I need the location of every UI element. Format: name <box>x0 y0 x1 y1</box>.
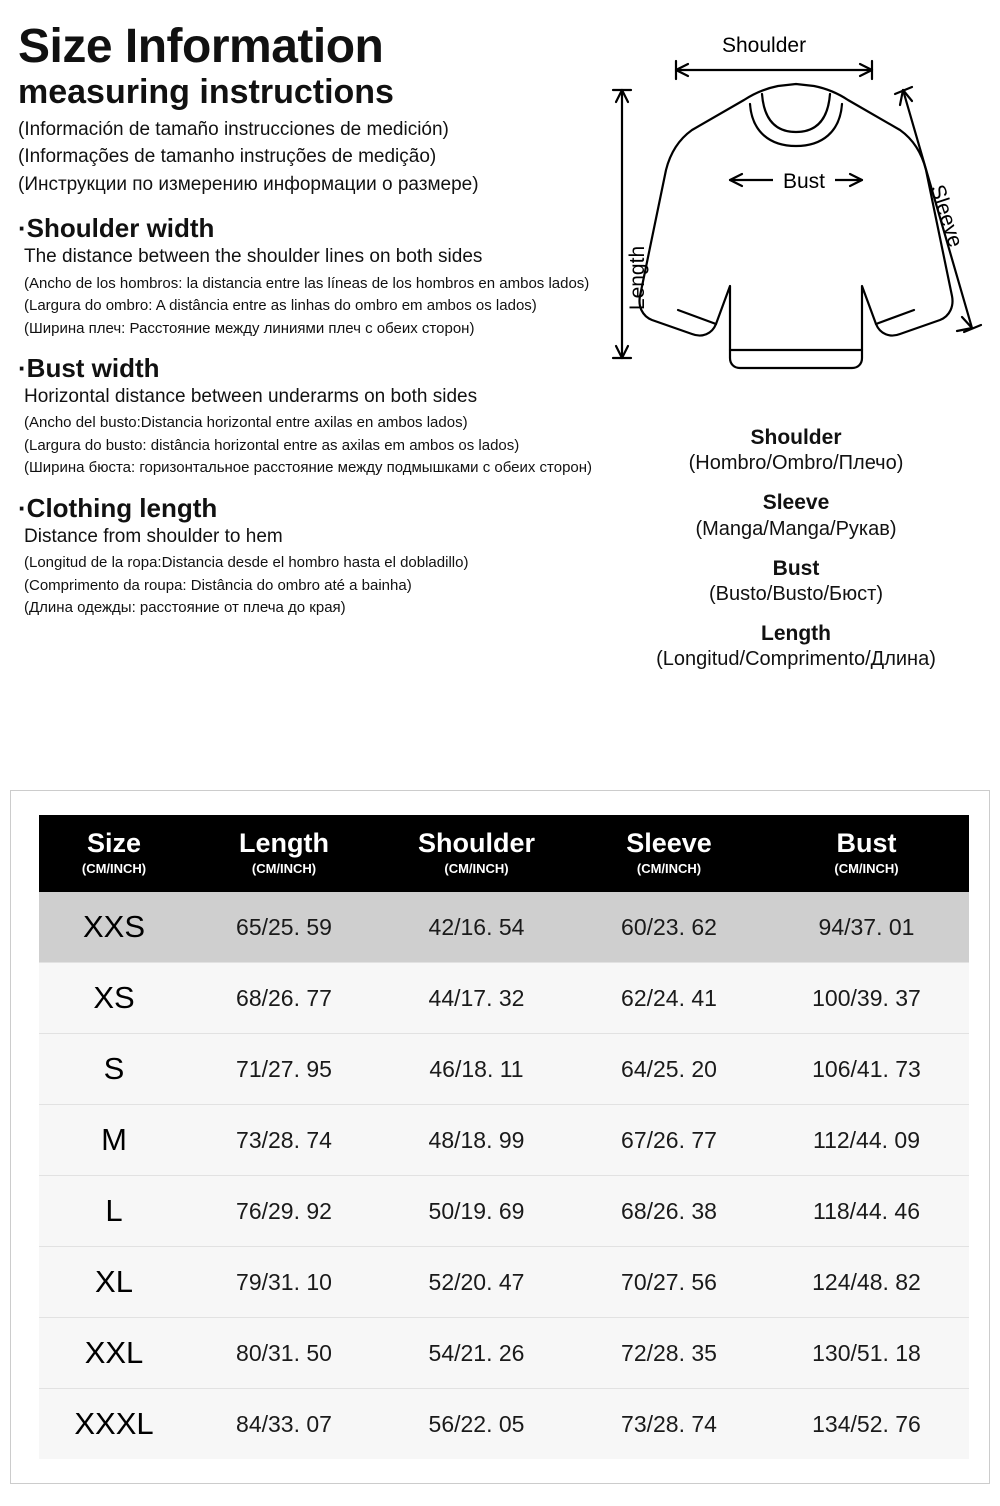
section-translation-es: (Ancho del busto:Distancia horizontal entre axilas en ambos lados) <box>24 414 468 432</box>
section-heading-text: Shoulder width <box>26 213 215 244</box>
section-translation-ru: (Длина одежды: расстояние от плеча до края) <box>24 599 346 617</box>
cell-sleeve: 64/25. 20 <box>574 1034 764 1105</box>
column-header-length <box>189 815 379 892</box>
diagram-label-bust: Bust <box>782 170 826 193</box>
section-heading <box>18 494 598 523</box>
cell-length: 79/31. 10 <box>189 1247 379 1318</box>
legend-title: Length <box>761 621 831 645</box>
column-header-size <box>39 815 189 892</box>
column-header-unit: (CM/INCH) <box>81 860 147 876</box>
page-subtitle: measuring instructions <box>18 73 394 112</box>
cell-shoulder: 56/22. 05 <box>379 1389 574 1460</box>
cell-length: 76/29. 92 <box>189 1176 379 1247</box>
legend-item-sleeve <box>600 490 992 541</box>
cell-shoulder: 46/18. 11 <box>379 1034 574 1105</box>
cell-length: 80/31. 50 <box>189 1318 379 1389</box>
cell-sleeve: 72/28. 35 <box>574 1318 764 1389</box>
cell-length: 71/27. 95 <box>189 1034 379 1105</box>
table-row <box>39 1318 969 1389</box>
page-title: Size Information <box>18 20 384 73</box>
column-header-unit: (CM/INCH) <box>834 860 899 876</box>
cell-length: 65/25. 59 <box>189 892 379 963</box>
cell-sleeve: 62/24. 41 <box>574 963 764 1034</box>
column-header-sleeve <box>574 815 764 892</box>
cell-length: 68/26. 77 <box>189 963 379 1034</box>
legend-item-bust <box>600 556 992 607</box>
column-header-label: Length <box>239 828 329 858</box>
bullet-icon: · <box>18 492 27 523</box>
size-chart-panel <box>10 790 990 1484</box>
diagram-label-length: Length <box>626 245 649 311</box>
cell-size: XXL <box>39 1318 189 1389</box>
table-row <box>39 1389 969 1460</box>
cell-size: S <box>39 1034 189 1105</box>
section-bust-width <box>18 354 598 478</box>
legend-title: Shoulder <box>750 426 842 449</box>
legend-title: Bust <box>772 556 820 580</box>
legend-subtitle: (Hombro/Ombro/Плечо) <box>688 452 904 475</box>
legend-item-length <box>600 621 992 672</box>
cell-length: 84/33. 07 <box>189 1389 379 1460</box>
diagram-legend <box>600 425 992 686</box>
table-row <box>39 1247 969 1318</box>
column-header-label: Sleeve <box>626 828 712 858</box>
section-translation-pt: (Largura do busto: distância horizontal entre as axilas em ambos os lados) <box>24 436 520 454</box>
section-clothing-length <box>18 494 598 618</box>
section-translation-ru: (Ширина плеч: Расстояние между линиями плеч с обеих сторон) <box>24 319 475 337</box>
table-header-row <box>39 815 969 892</box>
legend-subtitle: (Manga/Manga/Рукав) <box>695 517 897 540</box>
cell-size: XS <box>39 963 189 1034</box>
cell-size: XXXL <box>39 1389 189 1460</box>
header-translation-pt: (Informações de tamanho instruções de medição) <box>18 146 437 168</box>
cell-bust: 134/52. 76 <box>764 1389 969 1460</box>
cell-bust: 106/41. 73 <box>764 1034 969 1105</box>
section-translation-ru: (Ширина бюста: горизонтальное расстояние между подмышками с обеих сторон) <box>24 459 593 477</box>
cell-size: L <box>39 1176 189 1247</box>
bullet-icon: · <box>18 353 27 384</box>
column-header-unit: (CM/INCH) <box>636 860 702 876</box>
cell-bust: 112/44. 09 <box>764 1105 969 1176</box>
section-heading-text: Clothing length <box>26 492 218 523</box>
table-row <box>39 963 969 1034</box>
column-header-label: Size <box>86 828 142 858</box>
column-header-label: Bust <box>836 828 897 858</box>
legend-subtitle: (Longitud/Comprimento/Длина) <box>656 648 936 670</box>
cell-shoulder: 48/18. 99 <box>379 1105 574 1176</box>
legend-title: Sleeve <box>762 491 830 515</box>
cell-sleeve: 70/27. 56 <box>574 1247 764 1318</box>
cell-bust: 94/37. 01 <box>764 892 969 963</box>
legend-subtitle: (Busto/Busto/Бюст) <box>708 582 883 605</box>
header-translation-es: (Información de tamaño instrucciones de medición) <box>18 118 449 140</box>
column-header-label: Shoulder <box>417 828 535 858</box>
cell-sleeve: 68/26. 38 <box>574 1176 764 1247</box>
section-description: Horizontal distance between underarms on both sides <box>24 385 478 407</box>
section-translation-es: (Longitud de la ropa:Distancia desde el hombro hasta el dobladillo) <box>24 554 469 572</box>
table-row <box>39 892 969 963</box>
bullet-icon: · <box>18 213 27 244</box>
cell-size: XL <box>39 1247 189 1318</box>
column-header-unit: (CM/INCH) <box>251 860 317 876</box>
section-heading <box>18 354 598 383</box>
cell-bust: 124/48. 82 <box>764 1247 969 1318</box>
cell-shoulder: 52/20. 47 <box>379 1247 574 1318</box>
legend-item-shoulder <box>600 425 992 476</box>
section-description: Distance from shoulder to hem <box>24 525 283 547</box>
section-translation-es: (Ancho de los hombros: la distancia entre las líneas de los hombros en ambos lados) <box>24 274 590 292</box>
section-heading-text: Bust width <box>26 353 160 384</box>
column-header-bust <box>764 815 969 892</box>
diagram-label-shoulder: Shoulder <box>722 34 807 57</box>
cell-shoulder: 44/17. 32 <box>379 963 574 1034</box>
cell-shoulder: 54/21. 26 <box>379 1318 574 1389</box>
table-row <box>39 1176 969 1247</box>
cell-shoulder: 50/19. 69 <box>379 1176 574 1247</box>
cell-sleeve: 60/23. 62 <box>574 892 764 963</box>
cell-sleeve: 67/26. 77 <box>574 1105 764 1176</box>
cell-bust: 100/39. 37 <box>764 963 969 1034</box>
column-header-shoulder <box>379 815 574 892</box>
size-chart-table <box>39 815 969 1459</box>
column-header-unit: (CM/INCH) <box>444 860 509 876</box>
garment-diagram <box>600 28 992 428</box>
section-heading <box>18 214 598 243</box>
cell-bust: 130/51. 18 <box>764 1318 969 1389</box>
header-translation-ru: (Инструкции по измерению информации о размере) <box>18 173 479 195</box>
section-shoulder-width <box>18 214 598 338</box>
cell-size: XXS <box>39 892 189 963</box>
section-description: The distance between the shoulder lines on both sides <box>24 246 483 268</box>
cell-size: M <box>39 1105 189 1176</box>
cell-length: 73/28. 74 <box>189 1105 379 1176</box>
table-row <box>39 1105 969 1176</box>
cell-shoulder: 42/16. 54 <box>379 892 574 963</box>
cell-sleeve: 73/28. 74 <box>574 1389 764 1460</box>
table-row <box>39 1034 969 1105</box>
instructions-text-column <box>18 22 598 621</box>
section-translation-pt: (Comprimento da roupa: Distância do ombro até a bainha) <box>24 576 412 594</box>
section-translation-pt: (Largura do ombro: A distância entre as linhas do ombro em ambos os lados) <box>24 297 537 315</box>
diagram-label-sleeve: Sleeve <box>925 181 968 251</box>
cell-bust: 118/44. 46 <box>764 1176 969 1247</box>
